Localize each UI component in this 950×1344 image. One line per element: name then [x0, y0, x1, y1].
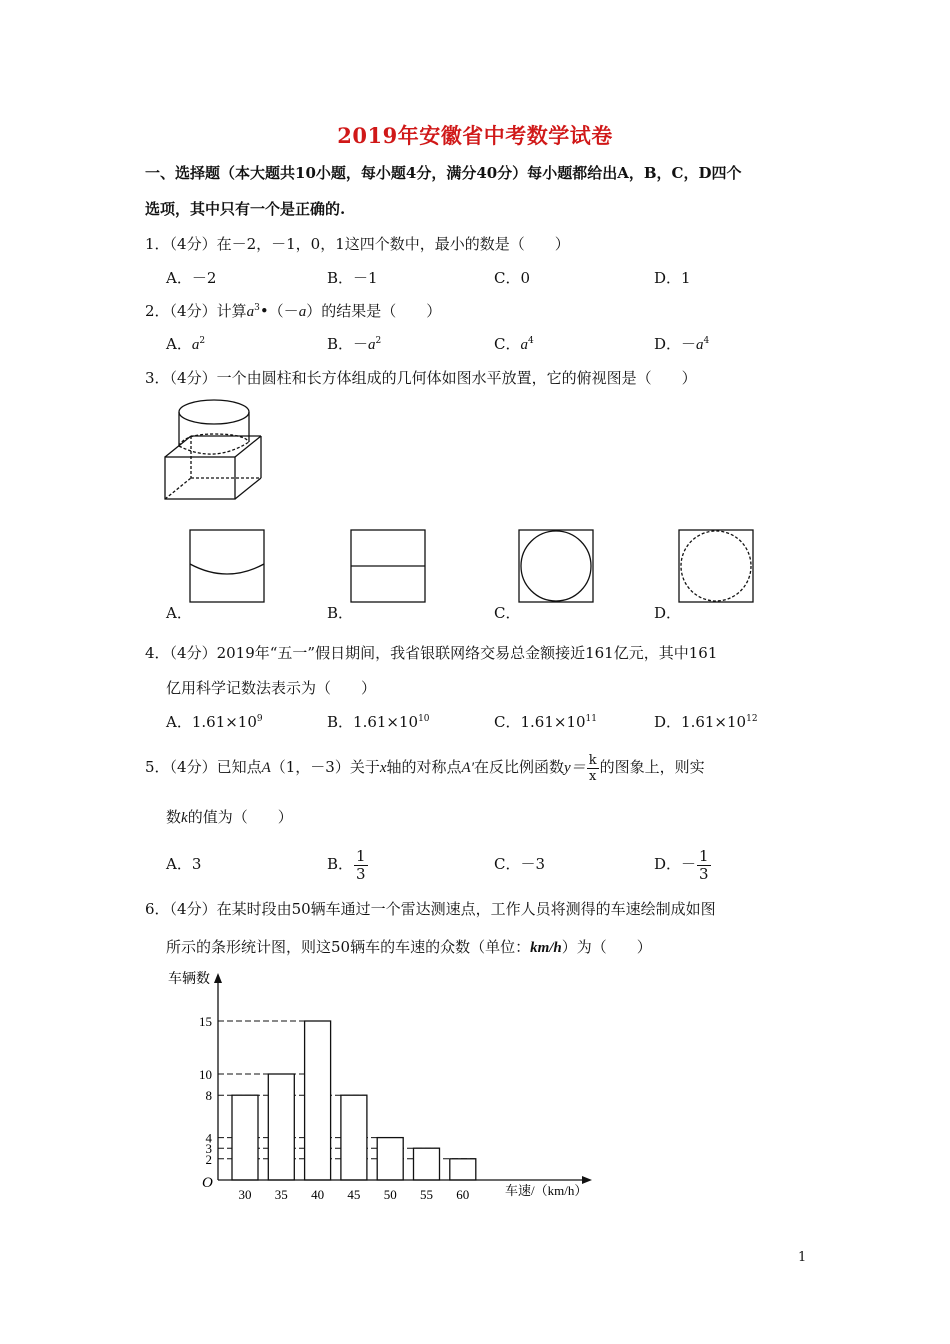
- k-over-x-fraction: $\frac{k}{x}$: [588, 752, 597, 784]
- y-axis-arrow: [214, 973, 222, 983]
- bar-45: [341, 1095, 367, 1180]
- q2-variable: a: [298, 304, 307, 320]
- y-tick-label: 4: [205, 1130, 212, 1146]
- q4-option-c: C．$1.61\times 10^{11}$: [494, 713, 597, 731]
- x-tick-label: 30: [238, 1187, 252, 1202]
- q1-option-a: A．－2: [166, 269, 217, 287]
- q5-stem-line2: 数k的值为（ ）: [166, 808, 293, 826]
- box-front-face: [165, 457, 235, 499]
- q2-exponent: 3: [254, 303, 260, 313]
- q1-option-d: D．1: [654, 269, 691, 287]
- section-heading-line2: 选项，其中只有一个是正确的.: [145, 200, 346, 218]
- section-heading-line1: 一、选择题（本大题共10小题，每小题4分，满分40分）每小题都给出A，B，C，D四个: [145, 164, 742, 182]
- q2-stem-part: 2．（4分）计算: [145, 302, 247, 320]
- q1-option-b: B．－1: [327, 269, 378, 287]
- q3-solid-figure: [160, 392, 270, 504]
- q3-stem: 3．（4分）一个由圆柱和长方体组成的几何体如图水平放置，它的俯视图是（ ）: [145, 369, 697, 387]
- cylinder-top: [179, 400, 249, 424]
- cylinder-bottom-hidden: [179, 442, 249, 454]
- bar-50: [377, 1138, 403, 1180]
- q6-stem-line1: 6．（4分）在某时段由50辆车通过一个雷达测速点，工作人员将测得的车速绘制成如图: [145, 900, 716, 918]
- x-tick-label: 45: [347, 1187, 361, 1202]
- q3-option-c-figure: [517, 528, 597, 606]
- origin-label: O: [202, 1175, 213, 1191]
- q4-option-d: D．$1.61\times 10^{12}$: [654, 713, 758, 731]
- y-axis-label: 车辆数: [168, 972, 210, 987]
- page-number: 1: [798, 1250, 807, 1265]
- y-tick-label: 10: [199, 1067, 212, 1082]
- x-tick-label: 60: [456, 1187, 470, 1202]
- q4-option-b: B．$1.61\times 10^{10}$: [327, 713, 430, 731]
- bar-30: [232, 1095, 258, 1180]
- x-axis-label: 车速/（km/h）: [505, 1183, 588, 1198]
- q2-option-a: A．$a^2$: [166, 335, 206, 353]
- q3-option-c-label: C．: [494, 604, 521, 622]
- box-edge: [235, 436, 261, 457]
- q3-option-a-label: A．: [166, 604, 192, 622]
- page-title: 2019年安徽省中考数学试卷: [337, 123, 613, 148]
- q5-option-a: A．3: [166, 855, 202, 873]
- y-tick-label: 8: [205, 1088, 212, 1104]
- chart-bars: [232, 1021, 476, 1180]
- x-tick-label: 55: [420, 1187, 433, 1202]
- q3-option-b-label: B．: [327, 604, 354, 622]
- q4-stem-line2: 亿用科学记数法表示为（ ）: [166, 679, 377, 697]
- y-tick-label: 15: [199, 1014, 212, 1029]
- bar-55: [414, 1148, 440, 1180]
- q2-stem: [145, 301, 441, 322]
- q3-option-a-figure: [188, 528, 268, 606]
- q2-option-b: B．$-a^2$: [327, 335, 382, 353]
- y-tick-label: 2: [205, 1151, 212, 1167]
- q2-option-d: D．$-a^4$: [654, 335, 710, 353]
- x-tick-label: 35: [274, 1187, 288, 1202]
- speed-bar-chart: [160, 965, 600, 1205]
- q5-stem-line1: 5．（4分）已知点A（1，－3）关于x轴的对称点A′在反比例函数y＝ $\frac{k}{x}$ 的图象上，则实: [145, 752, 705, 784]
- box-edge: [165, 436, 191, 457]
- q2-stem-part: •（－: [259, 302, 299, 320]
- q4-option-a: A．$1.61\times 10^9$: [166, 713, 263, 731]
- bar-40: [305, 1021, 331, 1180]
- q3-option-b-figure: [349, 528, 429, 606]
- q4-stem-line1: 4．（4分）2019年“五一”假日期间，我省银联网络交易总金额接近161亿元，其中161: [145, 644, 718, 662]
- bar-60: [450, 1159, 476, 1180]
- q5-option-d: D．－ $\frac{1}{3}$: [654, 846, 709, 883]
- x-tick-label: 40: [311, 1187, 325, 1202]
- y-tick-label: 3: [205, 1141, 212, 1157]
- q2-variable: a: [246, 304, 255, 320]
- q5-option-b: B． $\frac{1}{3}$: [327, 846, 366, 883]
- q3-option-d-figure: [677, 528, 757, 606]
- q6-stem-line2: 所示的条形统计图，则这50辆车的车速的众数（单位：km/h）为（ ）: [166, 938, 652, 956]
- box-hidden-edge: [165, 478, 191, 499]
- q2-option-c: C．$a^4$: [494, 335, 534, 353]
- q1-stem: 1．（4分）在－2，－1，0，1这四个数中，最小的数是（ ）: [145, 235, 570, 253]
- q5-option-c: C．－3: [494, 855, 546, 873]
- q1-option-c: C．0: [494, 269, 531, 287]
- q3-option-d-label: D．: [654, 604, 682, 622]
- bar-35: [268, 1074, 294, 1180]
- x-tick-label: 50: [383, 1187, 397, 1202]
- box-edge: [235, 478, 261, 499]
- q2-stem-part: ）的结果是（ ）: [306, 302, 442, 320]
